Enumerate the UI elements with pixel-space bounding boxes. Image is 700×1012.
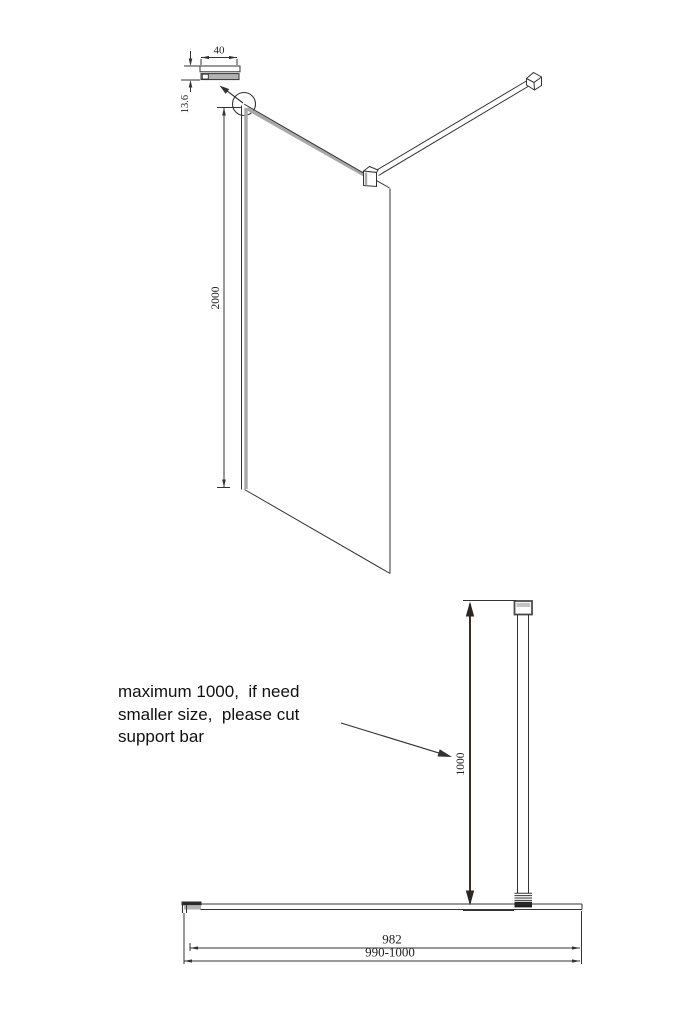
note-line-2: smaller size, please cut bbox=[118, 704, 300, 724]
support-bar-bottom-line bbox=[379, 85, 531, 176]
clamp-detail-view bbox=[180, 45, 243, 114]
support-bar-lower bbox=[515, 601, 533, 907]
glass-width-label: 982 bbox=[382, 931, 402, 947]
glass-top-profile bbox=[247, 109, 366, 177]
glass-height-label: 2000 bbox=[210, 286, 222, 310]
bar-wall-cap-shade bbox=[516, 603, 530, 607]
arrowhead-up-icon bbox=[222, 108, 226, 116]
support-bar-top-line bbox=[376, 80, 528, 171]
arrowhead-left-icon bbox=[201, 56, 209, 59]
arrowhead-down-icon bbox=[222, 480, 226, 488]
arrowhead-left-icon bbox=[190, 946, 198, 949]
note-line-1: maximum 1000, if need bbox=[118, 682, 300, 701]
glass-bottom-edge bbox=[245, 490, 391, 574]
bracket-screw bbox=[202, 74, 208, 79]
arrowhead-down-icon bbox=[189, 59, 193, 67]
note-line-3: support bar bbox=[118, 727, 204, 746]
wall-profile-plan-top bbox=[182, 902, 202, 906]
support-bar-upper bbox=[364, 73, 542, 187]
leader-arrowhead-icon bbox=[438, 749, 453, 757]
bar-length-label: 1000 bbox=[455, 752, 467, 776]
detail-width-label: 40 bbox=[213, 44, 225, 57]
upper-view bbox=[180, 45, 542, 574]
arrowhead-right-icon bbox=[572, 959, 580, 962]
cut-bar-note bbox=[118, 681, 299, 749]
bar-length-dimension bbox=[455, 601, 516, 911]
arrowhead-left-icon bbox=[184, 959, 192, 962]
detail-height-label: 13.6 bbox=[180, 94, 191, 114]
leader-arrowhead-icon bbox=[220, 86, 230, 94]
arrowhead-up-icon bbox=[466, 602, 474, 617]
glass-height-dimension bbox=[210, 108, 241, 488]
bracket-top-bar bbox=[200, 66, 240, 72]
arrowhead-up-icon bbox=[189, 80, 193, 88]
arrowhead-down-icon bbox=[466, 891, 474, 906]
arrowhead-right-icon bbox=[572, 946, 580, 949]
bar-glass-clamp-band bbox=[515, 902, 533, 908]
lower-view bbox=[182, 601, 583, 965]
note-leader-line bbox=[341, 723, 442, 754]
total-width-label: 990-1000 bbox=[365, 944, 415, 960]
arrowhead-right-icon bbox=[229, 56, 237, 59]
